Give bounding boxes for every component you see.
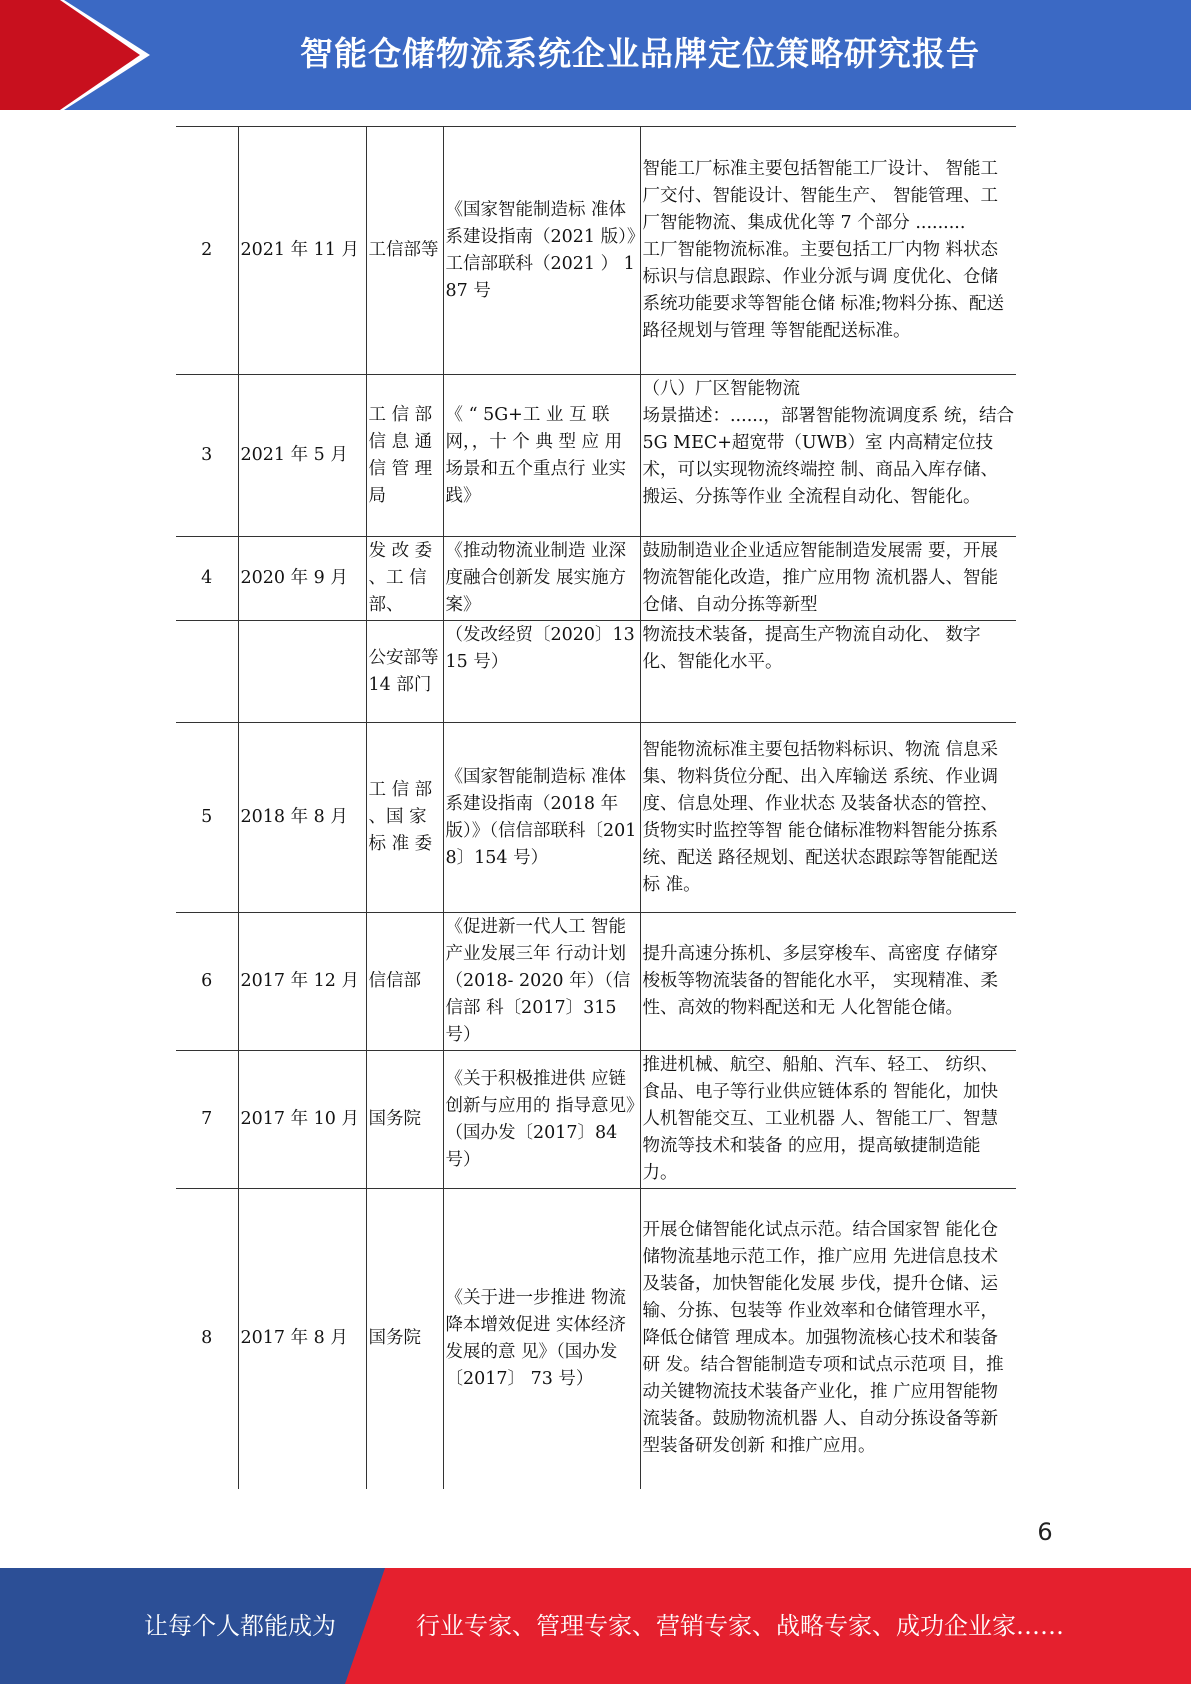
document-cell: 《促进新一代人工 智能产业发展三年 行动计划（2018- 2020 年）（信信部 科〔2017〕315 号） (443, 913, 640, 1051)
content-cell: （八）厂区智能物流 场景描述：......，部署智能物流调度系 统，结合 5G MEC+超宽带（UWB）室 内高精定位技术，可以实现物流终端控 制、商品入库存储、搬运、分拣等作业 全流程自动化、智能化。 (640, 375, 1016, 537)
table-row (176, 1051, 1016, 1189)
table-row (176, 621, 1016, 723)
date-cell: 2021 年 11 月 (238, 127, 366, 375)
row-number-cell: 8 (176, 1189, 238, 1489)
table-row (176, 1189, 1016, 1489)
document-cell: 《 “ 5G+工 业 互 联 网，，十 个 典 型 应 用 场景和五个重点行 业实践》 (443, 375, 640, 537)
department-cell: 公安部等 14 部门 (366, 621, 443, 723)
row-number-cell: 4 (176, 537, 238, 621)
date-cell: 2017 年 12 月 (238, 913, 366, 1051)
table-row (176, 127, 1016, 375)
date-cell: 2017 年 10 月 (238, 1051, 366, 1189)
document-cell: 《推动物流业制造 业深度融合创新发 展实施方案》 (443, 537, 640, 621)
date-cell: 2018 年 8 月 (238, 723, 366, 913)
row-number-cell: 6 (176, 913, 238, 1051)
date-cell: 2017 年 8 月 (238, 1189, 366, 1489)
row-number-cell: 2 (176, 127, 238, 375)
row-number-cell (176, 621, 238, 723)
document-cell: 《国家智能制造标 准体系建设指南（2018 年版）》（信信部联科〔2018〕154 号） (443, 723, 640, 913)
content-cell: 智能工厂标准主要包括智能工厂设计、 智能工厂交付、智能设计、智能生产、 智能管理、工厂智能物流、集成优化等 7 个部分 ......... 工厂智能物流标准。主要包括工厂内物 料状态标识与信息跟踪、作业分派与调 度优化、仓储系统功能要求等智能仓储 标准;物料分拣、配送路径规划与管理 等智能配送标准。 (640, 127, 1016, 375)
content-cell: 开展仓储智能化试点示范。结合国家智 能化仓储物流基地示范工作，推广应用 先进信息技术及装备，加快智能化发展 步伐，提升仓储、运输、分拣、包装等 作业效率和仓储管理水平，降低仓储管 理成本。加强物流核心技术和装备研 发。结合智能制造专项和试点示范项 目，推动关键物流技术装备产业化，推 广应用智能物流装备。鼓励物流机器 人、自动分拣设备等新型装备研发创新 和推广应用。 (640, 1189, 1016, 1489)
content-cell: 推进机械、航空、船舶、汽车、轻工、 纺织、食品、电子等行业供应链体系的 智能化，加快人机智能交互、工业机器 人、智能工厂、智慧物流等技术和装备 的应用，提高敏捷制造能力。 (640, 1051, 1016, 1189)
content-cell: 智能物流标准主要包括物料标识、物流 信息采集、物料货位分配、出入库输送 系统、作业调度、信息处理、作业状态 及装备状态的管控、货物实时监控等智 能仓储标准物料智能分拣系统、配送 路径规划、配送状态跟踪等智能配送标 准。 (640, 723, 1016, 913)
department-cell: 工 信 部 、国 家 标 准 委 (366, 723, 443, 913)
table-row (176, 537, 1016, 621)
table-row (176, 913, 1016, 1051)
policy-table (176, 126, 1016, 1489)
document-cell: 《国家智能制造标 准体系建设指南（2021 版）》工信部联科（2021 ） 187 号 (443, 127, 640, 375)
row-number-cell: 5 (176, 723, 238, 913)
department-cell: 发 改 委 、工 信部、 (366, 537, 443, 621)
table-row (176, 723, 1016, 913)
department-cell: 工信部等 (366, 127, 443, 375)
date-cell: 2020 年 9 月 (238, 537, 366, 621)
department-cell: 国务院 (366, 1051, 443, 1189)
department-cell: 工 信 部 信 息 通 信 管 理 局 (366, 375, 443, 537)
content-cell: 提升高速分拣机、多层穿梭车、高密度 存储穿梭板等物流装备的智能化水平， 实现精准、柔性、高效的物料配送和无 人化智能仓储。 (640, 913, 1016, 1051)
page-number: 6 (1037, 1518, 1053, 1546)
date-cell (238, 621, 366, 723)
document-cell: （发改经贸〔2020〕1315 号） (443, 621, 640, 723)
table-row (176, 375, 1016, 537)
policy-table-body (176, 127, 1016, 1489)
policy-table-container (176, 126, 1016, 1489)
footer-slogan-right: 行业专家、管理专家、营销专家、战略专家、成功企业家…… (416, 1612, 1064, 1640)
page-footer (0, 1568, 1191, 1684)
page-header (0, 0, 1191, 110)
footer-slogan-left: 让每个人都能成为 (144, 1612, 336, 1640)
document-cell: 《关于进一步推进 物流降本增效促进 实体经济发展的意 见》（国办发〔2017〕 73 号） (443, 1189, 640, 1489)
department-cell: 信信部 (366, 913, 443, 1051)
document-cell: 《关于积极推进供 应链创新与应用的 指导意见》（国办发〔2017〕84 号） (443, 1051, 640, 1189)
document-title: 智能仓储物流系统企业品牌定位策略研究报告 (300, 34, 980, 73)
row-number-cell: 7 (176, 1051, 238, 1189)
content-cell: 鼓励制造业企业适应智能制造发展需 要，开展物流智能化改造，推广应用物 流机器人、智能仓储、自动分拣等新型 (640, 537, 1016, 621)
department-cell: 国务院 (366, 1189, 443, 1489)
content-cell: 物流技术装备，提高生产物流自动化、 数字化、智能化水平。 (640, 621, 1016, 723)
row-number-cell: 3 (176, 375, 238, 537)
date-cell: 2021 年 5 月 (238, 375, 366, 537)
